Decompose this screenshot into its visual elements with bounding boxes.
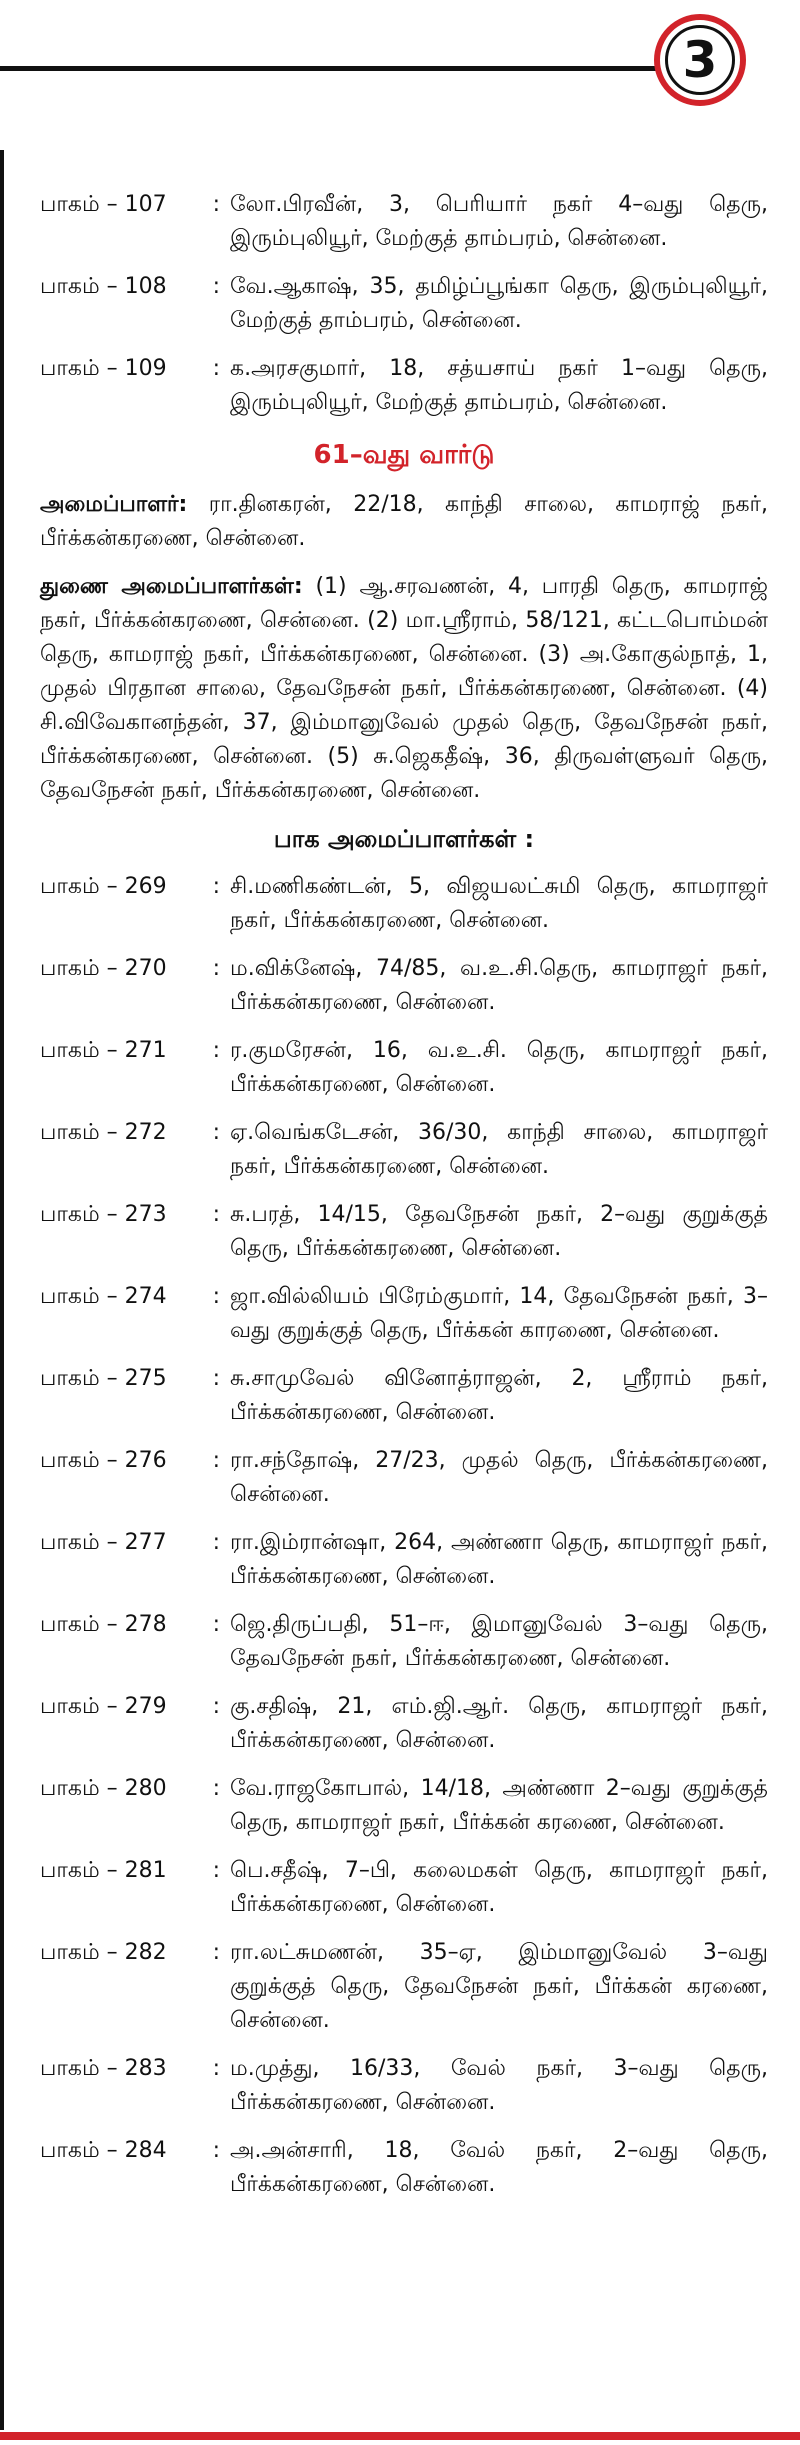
entry-row — [40, 870, 768, 938]
entry-row — [40, 1608, 768, 1676]
entry-address: சி.மணிகண்டன், 5, விஜயலட்சுமி தெரு, காமராஜர் நகர், பீர்க்கன்கரணை, சென்னை. — [230, 874, 768, 933]
entry-address: ஜெ.திருப்பதி, 51–ஈ, இமானுவேல் 3–வது தெரு, தேவநேசன் நகர், பீர்க்கன்கரணை, சென்னை. — [230, 1612, 768, 1671]
entry-label-text: பாகம் – 109 — [40, 356, 167, 381]
entry-label-text: பாகம் – 108 — [40, 274, 167, 299]
organizer-text: ரா.தினகரன், 22/18, காந்தி சாலை, காமராஜ் நகர், பீர்க்கன்கரணை, சென்னை. — [40, 492, 768, 551]
entry-colon: : — [212, 1612, 220, 1637]
entry-label — [40, 1362, 230, 1430]
entry-row — [40, 1936, 768, 2038]
entry-row — [40, 2052, 768, 2120]
entry-row — [40, 188, 768, 256]
entry-colon: : — [212, 1940, 220, 1965]
entry-colon: : — [212, 1284, 220, 1309]
entry-label-text: பாகம் – 273 — [40, 1202, 167, 1227]
entry-label — [40, 188, 230, 256]
entry-address: ர.குமரேசன், 16, வ.உ.சி. தெரு, காமராஜர் நகர், பீர்க்கன்கரணை, சென்னை. — [230, 1038, 768, 1097]
entry-colon: : — [212, 274, 220, 299]
entry-label — [40, 1608, 230, 1676]
top-rule — [0, 66, 660, 71]
entry-label — [40, 2134, 230, 2202]
entry-row — [40, 1444, 768, 1512]
entry-address: க.அரசகுமார், 18, சத்யசாய் நகர் 1–வது தெரு, இரும்புலியூர், மேற்குத் தாம்பரம், சென்னை. — [230, 356, 768, 415]
entry-colon: : — [212, 956, 220, 981]
bottom-rule — [0, 2432, 800, 2440]
entry-label — [40, 870, 230, 938]
entry-label-text: பாகம் – 276 — [40, 1448, 167, 1473]
entry-colon: : — [212, 1776, 220, 1801]
entry-label-text: பாகம் – 274 — [40, 1284, 167, 1309]
entry-label — [40, 270, 230, 338]
entry-label — [40, 1034, 230, 1102]
entry-row — [40, 1690, 768, 1758]
entry-colon: : — [212, 192, 220, 217]
entry-address: பெ.சதீஷ், 7–பி, கலைமகள் தெரு, காமராஜர் நகர், பீர்க்கன்கரணை, சென்னை. — [230, 1858, 768, 1917]
entry-colon: : — [212, 1694, 220, 1719]
entry-row — [40, 1526, 768, 1594]
entry-address: ம.முத்து, 16/33, வேல் நகர், 3–வது தெரு, பீர்க்கன்கரணை, சென்னை. — [230, 2056, 768, 2115]
entry-label — [40, 1280, 230, 1348]
entry-address: ரா.இம்ரான்ஷா, 264, அண்ணா தெரு, காமராஜர் நகர், பீர்க்கன்கரணை, சென்னை. — [230, 1530, 768, 1589]
entry-row — [40, 1362, 768, 1430]
entry-label — [40, 1444, 230, 1512]
entry-address: கு.சதிஷ், 21, எம்.ஜி.ஆர். தெரு, காமராஜர் நகர், பீர்க்கன்கரணை, சென்னை. — [230, 1694, 768, 1753]
entry-address: சு.பரத், 14/15, தேவநேசன் நகர், 2–வது குறுக்குத் தெரு, பீர்க்கன்கரணை, சென்னை. — [230, 1202, 768, 1261]
entry-address: வே.ராஜகோபால், 14/18, அண்ணா 2–வது குறுக்குத் தெரு, காமராஜர் நகர், பீர்க்கன் கரணை, சென்னை. — [230, 1776, 768, 1835]
entry-colon: : — [212, 1202, 220, 1227]
entry-address: ரா.சந்தோஷ், 27/23, முதல் தெரு, பீர்க்கன்கரணை, சென்னை. — [230, 1448, 768, 1507]
deputy-organizers-paragraph — [40, 570, 768, 808]
entry-colon: : — [212, 1038, 220, 1063]
entry-colon: : — [212, 1858, 220, 1883]
left-border — [0, 150, 4, 2430]
entry-label-text: பாகம் – 271 — [40, 1038, 167, 1063]
entry-label — [40, 952, 230, 1020]
entry-list-ward-61 — [40, 870, 768, 2202]
entry-row — [40, 1116, 768, 1184]
entry-address: சு.சாமுவேல் வினோத்ராஜன், 2, ஸ்ரீராம் நகர், பீர்க்கன்கரணை, சென்னை. — [230, 1366, 768, 1425]
entry-label-text: பாகம் – 269 — [40, 874, 167, 899]
organizer-label: அமைப்பாளர்: — [40, 492, 188, 517]
entry-colon: : — [212, 1448, 220, 1473]
entry-label-text: பாகம் – 279 — [40, 1694, 167, 1719]
entry-list-ward-60 — [40, 188, 768, 420]
entry-colon: : — [212, 2138, 220, 2163]
entry-address: ரா.லட்சுமணன், 35–ஏ, இம்மானுவேல் 3–வது குறுக்குத் தெரு, தேவநேசன் நகர், பீர்க்கன் கரணை, சென்னை. — [230, 1940, 768, 2033]
entry-label — [40, 2052, 230, 2120]
ward-title: 61–வது வார்டு — [313, 440, 495, 470]
entry-row — [40, 952, 768, 1020]
page-number-badge — [654, 14, 746, 106]
deputy-organizers-text: (1) ஆ.சரவணன், 4, பாரதி தெரு, காமராஜ் நகர், பீர்க்கன்கரணை, சென்னை. (2) மா.ஸ்ரீராம், 58/121, கட்டபொம்மன் தெரு, காமராஜ் நகர், பீர்க்கன்கரணை, சென்னை. (3) அ.கோகுல்நாத், 1, முதல் பிரதான சாலை, தேவநேசன் நகர், பீர்க்கன்கரணை, சென்னை. (4) சி.விவேகானந்தன், 37, இம்மானுவேல் முதல் தெரு, தேவநேசன் நகர், பீர்க்கன்கரணை, சென்னை. (5) சு.ஜெகதீஷ், 36, திருவள்ளுவர் தெரு, தேவநேசன் நகர், பீர்க்கன்கரணை, சென்னை. — [40, 574, 769, 803]
entry-label — [40, 1854, 230, 1922]
entry-label-text: பாகம் – 278 — [40, 1612, 167, 1637]
section-heading: பாக அமைப்பாளர்கள் : — [273, 825, 535, 853]
entry-label-text: பாகம் – 272 — [40, 1120, 167, 1145]
entry-label — [40, 1526, 230, 1594]
deputy-organizers-label: துணை அமைப்பாளர்கள்: — [40, 574, 303, 599]
entry-row — [40, 1198, 768, 1266]
entry-label-text: பாகம் – 277 — [40, 1530, 167, 1555]
entry-address: அ.அன்சாரி, 18, வேல் நகர், 2–வது தெரு, பீர்க்கன்கரணை, சென்னை. — [230, 2138, 768, 2197]
entry-colon: : — [212, 1120, 220, 1145]
entry-label-text: பாகம் – 283 — [40, 2056, 167, 2081]
entry-row — [40, 1280, 768, 1348]
entry-label-text: பாகம் – 284 — [40, 2138, 167, 2163]
entry-colon: : — [212, 356, 220, 381]
entry-label — [40, 1690, 230, 1758]
organizer-paragraph — [40, 488, 768, 556]
entry-row — [40, 270, 768, 338]
entry-colon: : — [212, 2056, 220, 2081]
entry-label-text: பாகம் – 270 — [40, 956, 167, 981]
entry-label-text: பாகம் – 281 — [40, 1858, 167, 1883]
entry-row — [40, 352, 768, 420]
entry-label-text: பாகம் – 275 — [40, 1366, 167, 1391]
entry-label-text: பாகம் – 280 — [40, 1776, 167, 1801]
entry-colon: : — [212, 1366, 220, 1391]
entry-label — [40, 1198, 230, 1266]
entry-row — [40, 1854, 768, 1922]
entry-address: ஏ.வெங்கடேசன், 36/30, காந்தி சாலை, காமராஜர் நகர், பீர்க்கன்கரணை, சென்னை. — [230, 1120, 768, 1179]
entry-label — [40, 1116, 230, 1184]
page-number: 3 — [665, 25, 735, 95]
entry-address: லோ.பிரவீன், 3, பெரியார் நகர் 4–வது தெரு, இரும்புலியூர், மேற்குத் தாம்பரம், சென்னை. — [230, 192, 768, 251]
entry-label-text: பாகம் – 282 — [40, 1940, 167, 1965]
entry-label — [40, 1772, 230, 1840]
entry-address: ஜா.வில்லியம் பிரேம்குமார், 14, தேவநேசன் நகர், 3–வது குறுக்குத் தெரு, பீர்க்கன் காரணை, சென்னை. — [230, 1284, 768, 1343]
entry-colon: : — [212, 1530, 220, 1555]
entry-row — [40, 2134, 768, 2202]
article-body — [40, 188, 768, 2202]
entry-row — [40, 1034, 768, 1102]
entry-address: வே.ஆகாஷ், 35, தமிழ்ப்பூங்கா தெரு, இரும்புலியூர், மேற்குத் தாம்பரம், சென்னை. — [230, 274, 768, 333]
entry-label — [40, 352, 230, 420]
entry-address: ம.விக்னேஷ், 74/85, வ.உ.சி.தெரு, காமராஜர் நகர், பீர்க்கன்கரணை, சென்னை. — [230, 956, 768, 1015]
entry-colon: : — [212, 874, 220, 899]
entry-label — [40, 1936, 230, 2038]
entry-label-text: பாகம் – 107 — [40, 192, 167, 217]
entry-row — [40, 1772, 768, 1840]
